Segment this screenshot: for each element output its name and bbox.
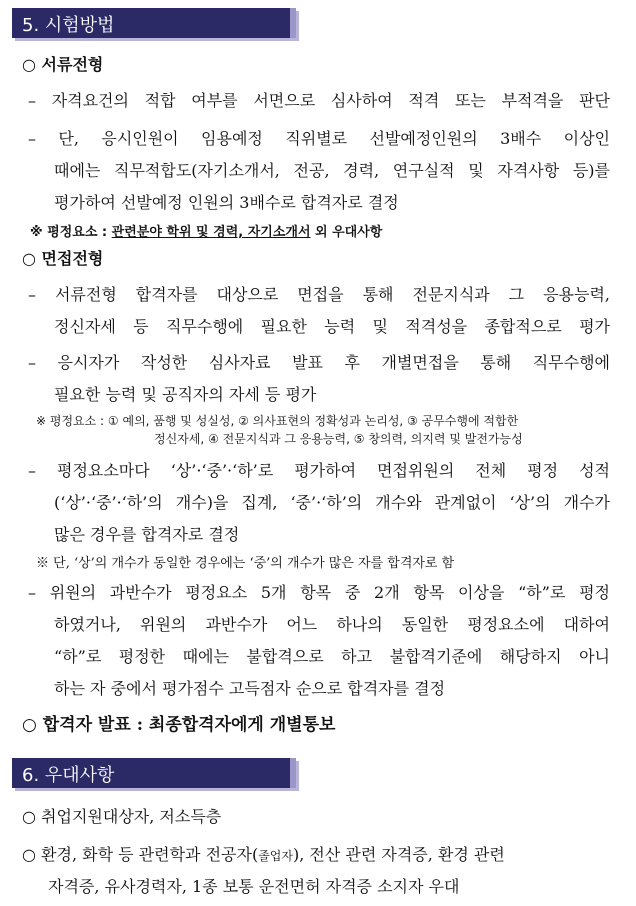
document-review-item-2-line-1: – 단, 응시인원이 임용예정 직위별로 선발예정인원의 3배수 이상인 bbox=[28, 129, 610, 148]
interview-item-4-line-4: 하는 자 중에서 평가점수 고득점자 순으로 합격자를 결정 bbox=[54, 679, 446, 698]
interview-item-4-line-3: “하”로 평정한 때에는 불합격으로 하고 불합격기준에 해당하지 아니 bbox=[54, 647, 610, 666]
document-review-heading: ○ 서류전형 bbox=[22, 55, 104, 74]
interview-item-4-line-2: 하였거나, 위원의 과반수가 어느 하나의 동일한 평정요소에 대하여 bbox=[54, 615, 610, 634]
interview-item-3-line-2: (‘상’·‘중’·‘하’의 개수)을 집계, ‘중’·‘하’의 개수와 관계없이 ‘상’의 개수가 bbox=[54, 493, 610, 512]
preference-item-2-part-b: ), 전산 관련 자격증, 환경 관련 bbox=[292, 845, 505, 864]
interview-heading: ○ 면접전형 bbox=[22, 249, 104, 268]
result-announcement: ○ 합격자 발표 : 최종합격자에게 개별통보 bbox=[22, 715, 336, 735]
preference-item-2-line-1 bbox=[22, 842, 610, 865]
section-6-header bbox=[12, 758, 296, 788]
interview-item-3-line-1: – 평정요소마다 ‘상’·‘중’·‘하’로 평가하여 면접위원의 전체 평정 성적 bbox=[28, 461, 610, 480]
preference-item-2-line-2: 자격증, 유사경력자, 1종 보통 운전면허 자격증 소지자 우대 bbox=[48, 877, 460, 896]
interview-item-4-line-1: – 위원의 과반수가 평정요소 5개 항목 중 2개 항목 이상을 “하”로 평정 bbox=[28, 583, 610, 602]
document-review-note bbox=[30, 221, 382, 240]
preference-item-1: ○ 취업지원대상자, 저소득층 bbox=[22, 807, 222, 826]
section-5-title: 5. 시험방법 bbox=[22, 15, 115, 36]
section-5-header bbox=[12, 8, 296, 38]
note-suffix: 외 우대사항 bbox=[310, 225, 383, 240]
preference-item-2-part-a: ○ 환경, 화학 등 관련학과 전공자( bbox=[22, 845, 259, 864]
tie-break-note: ※ 단, ‘상’의 개수가 동일한 경우에는 ‘중’의 개수가 많은 자를 합격자로 함 bbox=[36, 556, 455, 571]
interview-item-3-line-3: 많은 경우를 합격자로 결정 bbox=[54, 525, 240, 544]
interview-item-2-line-1: – 응시자가 작성한 심사자료 발표 후 개별면접을 통해 직무수행에 bbox=[28, 353, 610, 372]
document-review-item-2-line-2: 때에는 직무적합도(자기소개서, 전공, 경력, 연구실적 및 자격사항 등)를 bbox=[54, 161, 610, 180]
interview-item-2-line-2: 필요한 능력 및 공직자의 자세 등 평가 bbox=[54, 385, 317, 404]
evaluation-factors-line-2: 정신자세, ④ 전문지식과 그 응용능력, ⑤ 창의력, 의지력 및 발전가능성 bbox=[154, 432, 523, 446]
preference-item-2-small: 졸업자 bbox=[258, 849, 293, 863]
document-review-item-1: – 자격요건의 적합 여부를 서면으로 심사하여 적격 또는 부적격을 판단 bbox=[28, 91, 610, 110]
section-6-title: 6. 우대사항 bbox=[22, 765, 115, 786]
interview-item-1-line-1: – 서류전형 합격자를 대상으로 면접을 통해 전문지식과 그 응용능력, bbox=[28, 285, 610, 304]
note-prefix: ※ 평정요소 : bbox=[30, 225, 112, 240]
evaluation-factors-line-1: ※ 평정요소 : ① 예의, 품행 및 성실성, ② 의사표현의 정확성과 논리성, ③ 공무수행에 적합한 bbox=[36, 414, 519, 428]
note-underlined: 관련분야 학위 및 경력, 자기소개서 bbox=[111, 225, 311, 240]
interview-item-1-line-2: 정신자세 등 직무수행에 필요한 능력 및 적격성을 종합적으로 평가 bbox=[54, 317, 610, 336]
document-review-item-2-line-3: 평가하여 선발예정 인원의 3배수로 합격자로 결정 bbox=[54, 193, 399, 212]
